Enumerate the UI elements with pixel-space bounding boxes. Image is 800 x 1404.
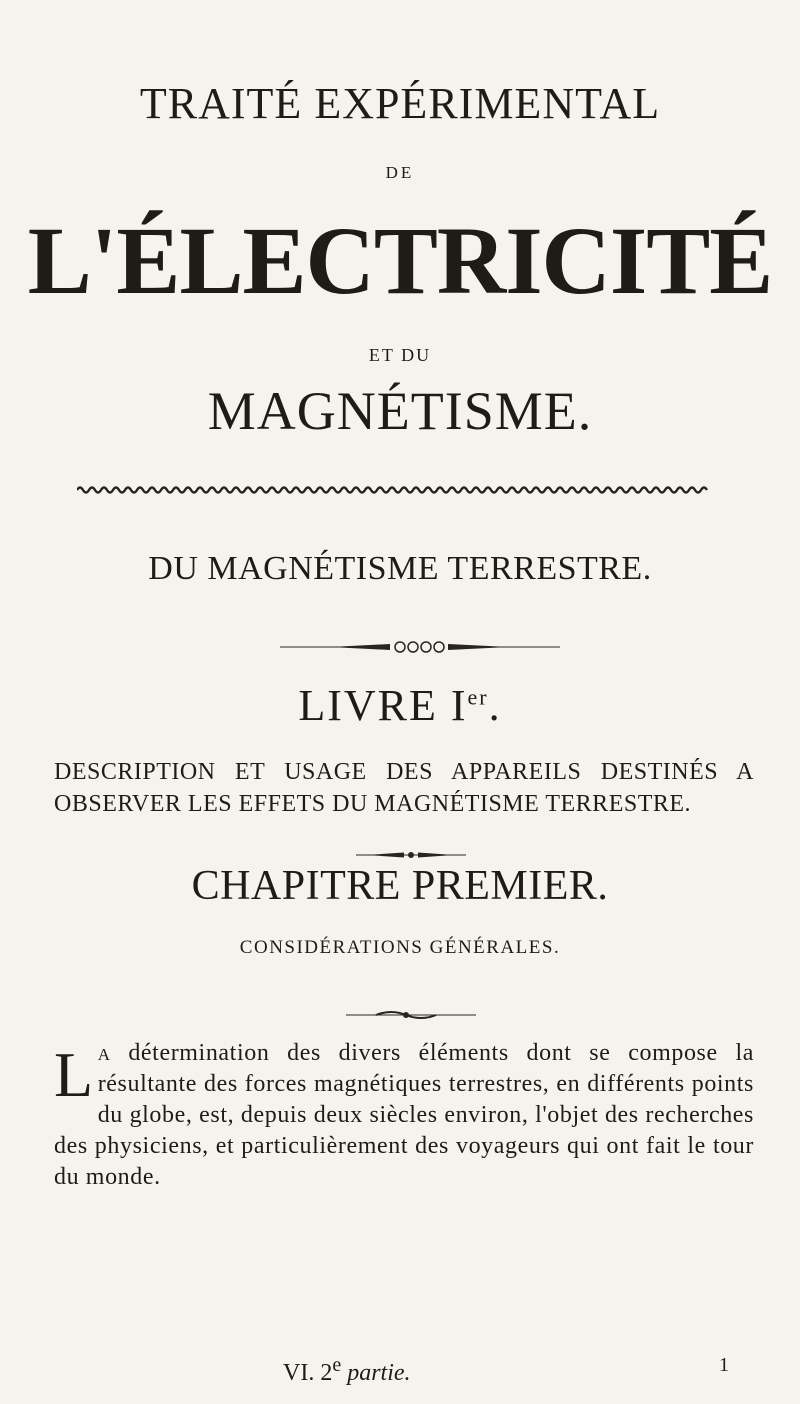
book-label-sup: er [467,684,489,710]
signature-volume: VI. 2 [283,1360,333,1386]
swirl-ornament-divider [346,1009,476,1021]
title-line-4: ET DU [368,345,432,365]
first-word-rest: a [97,1040,111,1066]
body-paragraph [54,1038,754,1193]
title-main: L'ÉLECTRICITÉ [27,207,773,314]
drop-cap: L [54,1039,94,1110]
signature-sup: e [332,1354,342,1376]
signature-part: partie. [347,1360,411,1386]
small-ornament-divider [356,850,466,860]
book-description: DESCRIPTION ET USAGE DES APPAREILS DESTINÉS A OBSERVER LES EFFETS DU MAGNÉTISME TERRESTRE. [54,759,754,817]
book-label [0,680,800,731]
title-line-1: TRAITÉ EXPÉRIMENTAL [139,79,661,128]
section-heading: DU MAGNÉTISME TERRESTRE. [148,550,652,587]
ornament-divider [280,638,560,656]
printer-signature [283,1354,411,1387]
chapter-subtitle: CONSIDÉRATIONS GÉNÉRALES. [239,937,561,958]
wavy-rule-divider [77,484,723,496]
book-label-text: LIVRE I [298,681,468,730]
book-label-end: . [488,681,502,730]
title-line-5: MAGNÉTISME. [207,381,593,441]
title-line-2: DE [385,163,415,182]
chapter-heading: CHAPITRE PREMIER. [191,863,609,909]
paragraph-text: détermination des divers éléments dont se compose la résultante des forces magnétiques terrestres, en différents points du globe, est, depuis deux siècles environ, l'objet des recherches des physiciens, et particulièrement des voyageurs qui ont fait le tour du monde. [54,1040,754,1190]
page-mark: 1 [719,1354,729,1376]
